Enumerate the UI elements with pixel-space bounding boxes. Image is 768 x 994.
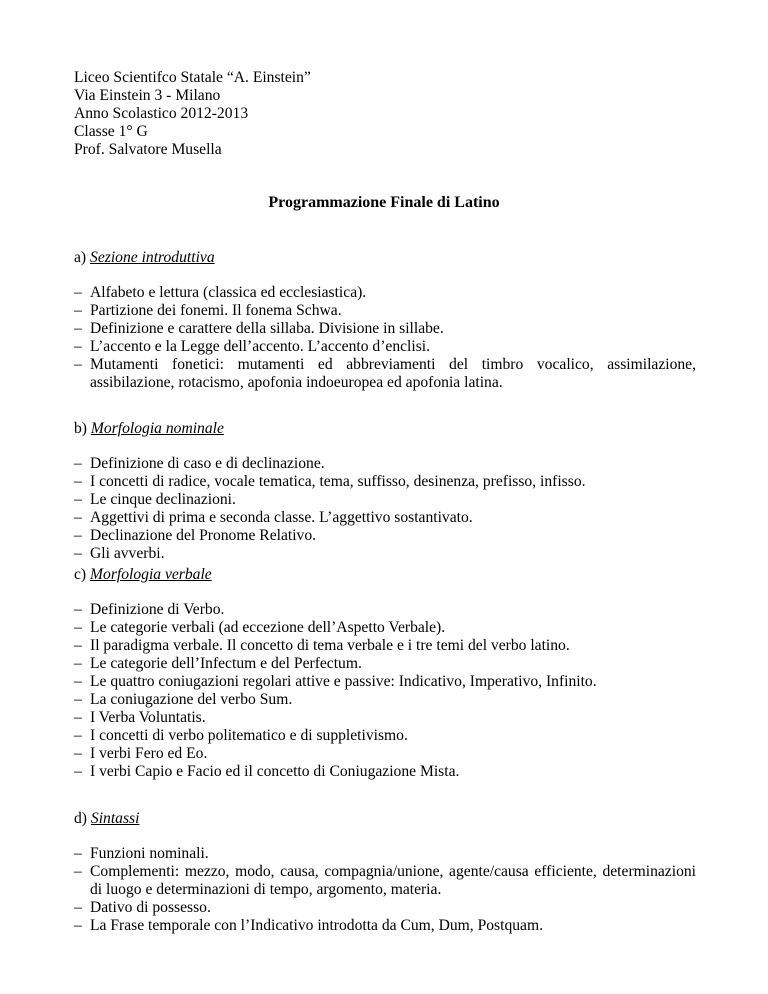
list-item: – I Verba Voluntatis. bbox=[74, 709, 206, 726]
section-heading bbox=[74, 810, 696, 828]
section-heading bbox=[74, 420, 696, 438]
list-item: – Partizione dei fonemi. Il fonema Schwa. bbox=[74, 302, 342, 319]
list-item: – Le categorie dell’Infectum e del Perfectum. bbox=[74, 655, 362, 672]
section-title: Morfologia nominale bbox=[90, 420, 224, 437]
list-item: – La coniugazione del verbo Sum. bbox=[74, 691, 293, 708]
list-item: – I concetti di radice, vocale tematica, tema, suffisso, desinenza, prefisso, infisso. bbox=[74, 473, 586, 490]
list-item: – Le quattro coniugazioni regolari attive e passive: Indicativo, Imperativo, Infinito. bbox=[74, 673, 597, 690]
section-sintassi bbox=[74, 810, 696, 935]
header-line-address: Via Einstein 3 - Milano bbox=[74, 87, 221, 104]
list-item: – Gli avverbi. bbox=[74, 545, 165, 562]
section-letter: c) bbox=[74, 566, 87, 583]
section-list bbox=[74, 845, 696, 935]
document-title: Programmazione Finale di Latino bbox=[268, 194, 500, 211]
list-item: – L’accento e la Legge dell’accento. L’accento d’enclisi. bbox=[74, 338, 431, 355]
list-item: – I concetti di verbo politematico e di suppletivismo. bbox=[74, 727, 408, 744]
section-morfologia-verbale bbox=[74, 566, 696, 781]
list-item: – Le cinque declinazioni. bbox=[74, 491, 236, 508]
section-letter: d) bbox=[74, 810, 87, 827]
list-item: – Il paradigma verbale. Il concetto di tema verbale e i tre temi del verbo latino. bbox=[74, 637, 570, 654]
header-line-teacher: Prof. Salvatore Musella bbox=[74, 141, 222, 158]
list-item: – I verbi Fero ed Eo. bbox=[74, 745, 208, 762]
list-item: – Aggettivi di prima e seconda classe. L’aggettivo sostantivato. bbox=[74, 509, 473, 526]
section-title: Sezione introduttiva bbox=[90, 249, 215, 266]
section-title: Sintassi bbox=[90, 810, 140, 827]
section-introduttiva bbox=[74, 249, 696, 392]
header-line-school: Liceo Scientifco Statale “A. Einstein” bbox=[74, 69, 311, 86]
section-heading bbox=[74, 566, 696, 584]
header-line-year: Anno Scolastico 2012-2013 bbox=[74, 105, 249, 122]
section-letter: b) bbox=[74, 420, 87, 437]
list-item: – Complementi: mezzo, modo, causa, compagnia/unione, agente/causa efficiente, determinazioni di luogo e determinazioni di tempo, argomento, materia. bbox=[74, 863, 696, 898]
section-list bbox=[74, 601, 696, 781]
list-item: – I verbi Capio e Facio ed il concetto di Coniugazione Mista. bbox=[74, 763, 460, 780]
list-item: – Dativo di possesso. bbox=[74, 899, 211, 916]
section-morfologia-nominale bbox=[74, 420, 696, 563]
section-title: Morfologia verbale bbox=[90, 566, 212, 583]
list-item: – Definizione di caso e di declinazione. bbox=[74, 455, 325, 472]
list-item: – Le categorie verbali (ad eccezione dell’Aspetto Verbale). bbox=[74, 619, 446, 636]
section-list bbox=[74, 284, 696, 392]
section-heading bbox=[74, 249, 696, 267]
header-line-class: Classe 1° G bbox=[74, 123, 148, 140]
list-item: – Mutamenti fonetici: mutamenti ed abbreviamenti del timbro vocalico, assimilazione, assibilazione, rotacismo, apofonia indoeuropea ed apofonia latina. bbox=[74, 356, 696, 391]
section-letter: a) bbox=[74, 249, 87, 266]
section-list bbox=[74, 455, 696, 563]
list-item: – La Frase temporale con l’Indicativo introdotta da Cum, Dum, Postquam. bbox=[74, 917, 543, 934]
list-item: – Funzioni nominali. bbox=[74, 845, 209, 862]
list-item: – Definizione e carattere della sillaba. Divisione in sillabe. bbox=[74, 320, 444, 337]
list-item: – Alfabeto e lettura (classica ed ecclesiastica). bbox=[74, 284, 367, 301]
list-item: – Declinazione del Pronome Relativo. bbox=[74, 527, 317, 544]
list-item: – Definizione di Verbo. bbox=[74, 601, 225, 618]
school-header bbox=[74, 69, 311, 159]
